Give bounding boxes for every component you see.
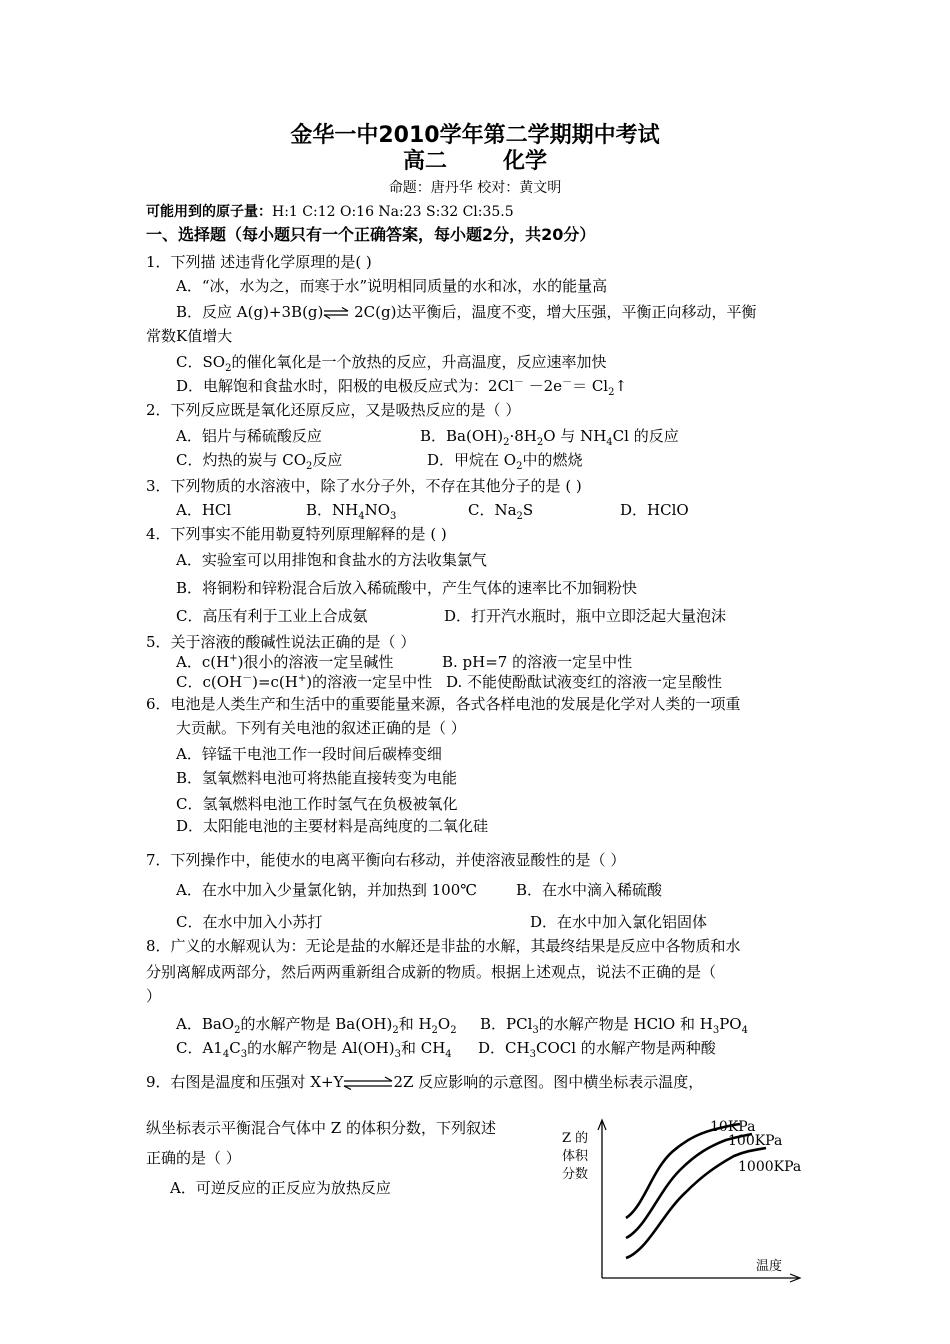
curve-100kpa [626,1134,752,1238]
q8-a-sub3: 2 [431,1025,438,1036]
q9-stem-line1 [146,1072,703,1092]
q1-d-sub: 2 [608,387,615,398]
q1-option-c [176,352,606,372]
q8-b-pre: B．PCl [480,1015,533,1033]
q7-option-d: D．在水中加入氯化铝固体 [530,913,708,931]
q1-d-post: ＝ Cl [572,377,609,395]
q1-d-pre: D．电解饱和食盐水时，阳极的电极反应式为：2Cl [176,377,514,395]
q6-option-b: B．氢氧燃料电池可将热能直接转变为电能 [176,769,458,787]
q1-stem: 1．下列描 述违背化学原理的是( ) [146,253,372,271]
q5-c-mid: )=c(H [252,673,298,691]
q3-b-mid: NO [364,501,391,519]
q8-option-c [176,1038,452,1058]
graph-ylabel-1: Z 的 [562,1131,589,1146]
q2-b-mid2: O 与 NH [543,427,607,445]
q5-c-sup1: － [242,673,253,684]
q2-b-sub3: 4 [606,437,613,448]
q3-c-pre: C．Na [468,501,517,519]
q2-option-c [176,450,342,470]
q5-option-d: D. 不能使酚酞试液变红的溶液一定呈酸性 [446,673,723,691]
q8-c-mid3: 和 CH [400,1039,446,1057]
q2-option-a: A．铝片与稀硫酸反应 [176,427,322,445]
q3-option-c [468,500,533,520]
q8-c-sub2: 3 [240,1049,248,1060]
q9-stem-line3: 正确的是（ ） [146,1149,241,1167]
q9-option-a: A．可逆反应的正反应为放热反应 [170,1179,391,1197]
q2-d-sub: 2 [516,461,523,472]
curve-label-100kpa: 100KPa [728,1133,783,1149]
q5-a-pre: A．c(H [176,653,230,671]
q8-a-sub4: 2 [450,1025,457,1036]
q5-c-pre: C．c(OH [176,673,243,691]
q3-c-post: S [522,501,534,519]
exam-title: 金华一中2010学年第二学期期中考试 [290,123,660,148]
q9-stem-pre: 9．右图是温度和压强对 X+Y [146,1073,344,1091]
equilibrium-arrow-icon [323,307,349,319]
q3-option-b [306,500,396,520]
curve-10kpa [626,1124,740,1218]
q4-stem: 4．下列事实不能用勒夏特列原理解释的是 ( ) [146,525,447,543]
q3-b-pre: B．NH [306,501,359,519]
q8-d-pre: D．CH [478,1039,530,1057]
q8-stem-line2: 分别离解成两部分，然后两两重新组合成新的物质。根据上述观点，说法不正确的是（ [146,963,717,981]
equilibrium-graph [590,1110,810,1286]
reversible-arrow-icon [343,1076,393,1090]
q5-option-b: B. pH=7 的溶液一定呈中性 [442,653,633,671]
q1-option-a: A．“冰，水为之，而寒于水”说明相同质量的水和冰，水的能量高 [176,277,608,295]
q8-a-mid3: O [437,1015,451,1033]
q8-a-mid2: 和 H [398,1015,432,1033]
q7-option-a: A．在水中加入少量氯化钠，并加热到 100℃ [176,881,478,899]
q1-d-mid: －2e [523,377,563,395]
q8-b-sub1: 3 [532,1025,539,1036]
q3-b-sub1: 4 [358,511,365,522]
q8-c-mid2: 的水解产物是 Al(OH) [247,1039,395,1057]
q2-b-post: Cl 的反应 [612,427,679,445]
q9-stem-line2: 纵坐标表示平衡混合气体中 Z 的体积分数，下列叙述 [146,1119,496,1137]
q2-c-post: 反应 [312,451,343,469]
q1-d-sup2: － [562,377,573,388]
q8-c-pre: C．A1 [176,1039,223,1057]
q8-c-mid: C [229,1039,241,1057]
q8-c-sub4: 4 [445,1049,452,1060]
q1-c-sub: 2 [225,363,232,374]
q7-option-c: C．在水中加入小苏打 [176,913,323,931]
q3-option-a: A．HCl [176,501,232,519]
q1-b-text-1: B．反应 A(g)+3B(g) [176,303,324,321]
q1-b-text-2: 2C(g)达平衡后，温度不变，增大压强，平衡正向移动，平衡 [349,303,757,321]
curve-label-1000kpa: 1000KPa [738,1159,802,1175]
q4-option-a: A．实验室可以用排饱和食盐水的方法收集氯气 [176,551,487,569]
subject-label: 化学 [503,149,548,174]
q2-c-pre: C．灼热的炭与 CO [176,451,307,469]
q8-b-mid: 的水解产物是 HClO 和 H [538,1015,713,1033]
q2-b-mid1: ·8H [509,427,537,445]
q7-stem: 7．下列操作中，能使水的电离平衡向右移动，并使溶液显酸性的是（ ） [146,851,626,869]
q8-option-d [478,1038,716,1058]
q2-stem: 2．下列反应既是氧化还原反应，又是吸热反应的是（ ） [146,401,521,419]
q1-d-end: ↑ [614,377,628,395]
q8-a-mid: 的水解产物是 Ba(OH) [240,1015,393,1033]
q8-option-b [480,1014,748,1034]
q2-d-post: 中的燃烧 [522,451,583,469]
q8-d-post: COCl 的水解产物是两种酸 [535,1039,716,1057]
q1-c-post: 的催化氧化是一个放热的反应，升高温度，反应速率加快 [231,353,607,371]
q6-option-d: D．太阳能电池的主要材料是高纯度的二氧化硅 [176,817,489,835]
exam-subtitle [0,148,950,176]
q9-stem-post: 2Z 反应影响的示意图。图中横坐标表示温度， [393,1073,704,1091]
q5-stem: 5．关于溶液的酸碱性说法正确的是（ ） [146,633,416,651]
q8-b-sub3: 4 [741,1025,748,1036]
q1-c-pre: C．SO [176,353,226,371]
q4-option-b: B．将铜粉和锌粉混合后放入稀硫酸中，产生气体的速率比不加铜粉快 [176,579,638,597]
q4-option-c: C．高压有利于工业上合成氨 [176,607,368,625]
q4-option-d: D．打开汽水瓶时，瓶中立即泛起大量泡沫 [444,607,727,625]
graph-ylabel-3: 分数 [562,1167,589,1182]
q2-c-sub: 2 [306,461,313,472]
q1-option-b [176,302,756,322]
q2-b-pre: B．Ba(OH) [420,427,504,445]
q2-b-sub2: 2 [536,437,544,448]
grade-label: 高二 [402,149,447,174]
q8-c-sub1: 4 [222,1049,230,1060]
q8-b-mid2: PO [719,1015,742,1033]
q6-stem-line1: 6．电池是人类生产和生活中的重要能量来源，各式各样电池的发展是化学对人类的一项重 [146,695,741,713]
q3-option-d: D．HClO [620,501,689,519]
q8-a-pre: A．BaO [176,1015,235,1033]
q1-d-sup1: － [513,377,524,388]
graph-xlabel: 温度 [756,1259,783,1274]
q5-option-a [176,652,393,672]
q8-option-a [176,1014,457,1034]
q6-stem-line2: 大贡献。下列有关电池的叙述正确的是（ ） [176,719,466,737]
q1-option-b-cont: 常数K值增大 [146,327,233,345]
q2-b-sub1: 2 [503,437,510,448]
q8-stem-line1: 8．广义的水解观认为：无论是盐的水解还是非盐的水解，其最终结果是反应中各物质和水 [146,937,741,955]
q5-option-c [176,672,432,692]
curve-1000kpa [626,1148,766,1258]
q8-d-sub: 3 [529,1049,536,1060]
q8-a-sub1: 2 [234,1025,241,1036]
q2-option-d [427,450,582,470]
q1-option-d [176,376,627,396]
section-heading: 一、选择题（每小题只有一个正确答案，每小题2分，共20分） [146,225,596,244]
q8-c-sub3: 3 [394,1049,401,1060]
atomic-mass-label: 可能用到的原子量： [146,204,272,220]
graph-ylabel-2: 体积 [562,1149,589,1164]
q2-d-pre: D．甲烷在 O [427,451,517,469]
q2-option-b [420,426,679,446]
q6-option-c: C．氢氧燃料电池工作时氢气在负极被氧化 [176,795,458,813]
curve-label-10kpa: 10KPa [710,1119,756,1135]
q3-c-sub: 2 [516,511,523,522]
q5-a-post: )很小的溶液一定呈碱性 [237,653,394,671]
q5-a-sup: + [229,653,238,664]
q7-option-b: B．在水中滴入稀硫酸 [516,881,663,899]
q3-b-sub2: 3 [390,511,397,522]
q5-c-sup2: + [297,673,307,684]
q5-c-post: )的溶液一定呈中性 [306,673,433,691]
q8-b-sub2: 3 [712,1025,720,1036]
authors-line: 命题：唐丹华 校对：黄文明 [388,180,562,196]
q8-stem-line3: ） [146,987,162,1005]
q3-stem: 3．下列物质的水溶液中，除了水分子外，不存在其他分子的是 ( ) [146,477,582,495]
q8-a-sub2: 2 [392,1025,399,1036]
q6-option-a: A．锌锰干电池工作一段时间后碳棒变细 [176,745,442,763]
atomic-mass-line [146,202,514,222]
atomic-mass-values: H:1 C:12 O:16 Na:23 S:32 Cl:35.5 [272,204,514,220]
